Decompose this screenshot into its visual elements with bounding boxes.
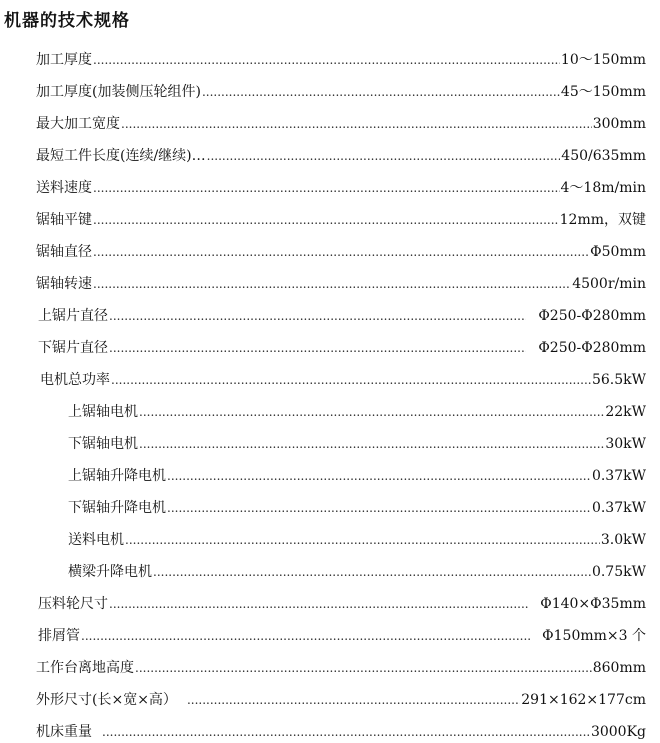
spec-row-upper-blade-diameter [38,305,646,327]
spec-label: 横梁升降电机 [68,564,152,580]
spec-value: 4500r/min [572,276,646,292]
spec-label: 电机总功率 [40,372,110,388]
spec-row-max-width [36,113,646,135]
spec-row-lower-shaft-motor [68,433,646,455]
spec-value: Φ150mm×3 个 [542,628,646,644]
spec-value: 4～18m/min [560,180,646,196]
leader-dots [93,177,560,199]
spec-label: 下锯轴电机 [68,436,138,452]
leader-dots [139,401,604,423]
leader-dots [187,689,520,711]
leader-dots [81,625,530,647]
spec-row-feed-motor [68,529,646,551]
spec-value: 3.0kW [600,532,646,548]
spec-value: Φ250-Φ280mm [538,340,646,356]
spec-label: 加工厚度(加装侧压轮组件) [36,84,201,100]
spec-label: 上锯轴升降电机 [68,468,166,484]
spec-label: 外形尺寸(长×宽×高） [36,692,177,708]
spec-value: 0.37kW [591,468,646,484]
spec-label: 锯轴转速 [36,276,92,292]
leader-dots [93,209,559,231]
spec-label: 排屑管 [38,628,80,644]
leader-dots [109,337,526,359]
spec-row-lower-lift-motor [68,497,646,519]
spec-row-beam-lift-motor [68,561,646,583]
spec-label: 锯轴平键 [36,212,92,228]
spec-label: 最短工件长度(连续/继续)… [36,148,206,164]
spec-value: 22kW [605,404,646,420]
leader-dots [121,113,592,135]
spec-label: 下锯轴升降电机 [68,500,166,516]
spec-value: 30kW [605,436,646,452]
spec-row-upper-shaft-motor [68,401,646,423]
spec-label: 上锯片直径 [38,308,108,324]
leader-dots [111,369,591,391]
leader-dots [139,433,604,455]
spec-label: 机床重量 [36,724,92,740]
spec-row-press-wheel-size [38,593,646,615]
leader-dots [93,49,560,71]
spec-value: 300mm [592,116,646,132]
spec-value: 291×162×177cm [521,692,646,708]
spec-row-chip-pipe [38,625,646,647]
spec-label: 锯轴直径 [36,244,92,260]
spec-row-shaft-diameter [36,241,646,263]
spec-value: 12mm，双键 [559,212,646,228]
spec-value: 0.75kW [591,564,646,580]
leader-dots [93,241,589,263]
leader-dots [109,593,528,615]
leader-dots [93,273,571,295]
spec-label: 下锯片直径 [38,340,108,356]
spec-row-upper-lift-motor [68,465,646,487]
leader-dots [153,561,591,583]
leader-dots [207,145,561,167]
spec-row-overall-dimensions [36,689,646,711]
spec-label: 工作台离地高度 [36,660,134,676]
leader-dots [109,305,526,327]
spec-value: Φ140×Φ35mm [540,596,646,612]
leader-dots [125,529,600,551]
spec-row-thickness [36,49,646,71]
spec-label: 压料轮尺寸 [38,596,108,612]
spec-label: 加工厚度 [36,52,92,68]
spec-row-machine-weight [36,721,646,743]
spec-row-feed-speed [36,177,646,199]
leader-dots [202,81,560,103]
spec-row-thickness-side-press [36,81,646,103]
spec-value: 45～150mm [560,84,646,100]
spec-row-table-height [36,657,646,679]
spec-label: 送料电机 [68,532,124,548]
spec-row-shaft-speed [36,273,646,295]
spec-row-min-length [36,145,646,167]
spec-row-lower-blade-diameter [38,337,646,359]
spec-value: 56.5kW [591,372,646,388]
leader-dots [167,497,591,519]
spec-value: 0.37kW [591,500,646,516]
spec-value: 450/635mm [561,148,646,164]
spec-row-total-power [40,369,646,391]
spec-label: 送料速度 [36,180,92,196]
spec-value: 860mm [592,660,646,676]
page-title: 机器的技术规格 [4,11,130,31]
leader-dots [135,657,592,679]
spec-label: 最大加工宽度 [36,116,120,132]
spec-value: 10～150mm [560,52,646,68]
spec-value: Φ50mm [590,244,646,260]
spec-value: Φ250-Φ280mm [538,308,646,324]
spec-row-shaft-key [36,209,646,231]
spec-value: 3000Kg [590,724,646,740]
leader-dots [102,721,590,743]
leader-dots [167,465,591,487]
spec-label: 上锯轴电机 [68,404,138,420]
